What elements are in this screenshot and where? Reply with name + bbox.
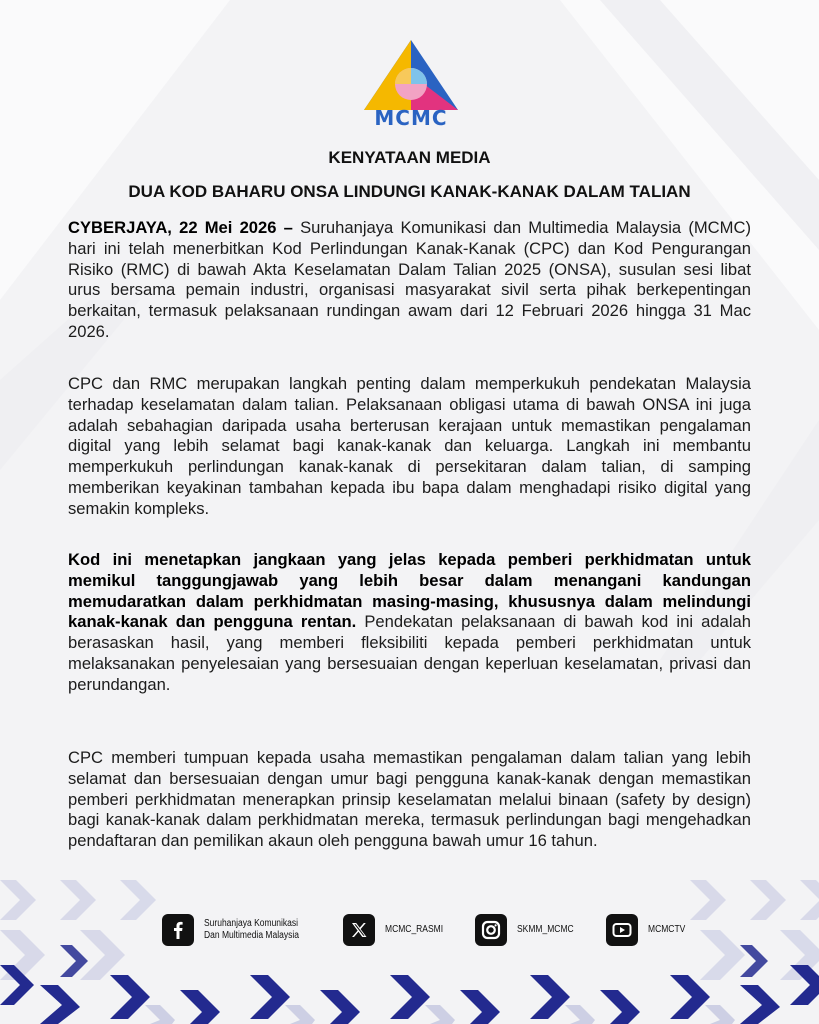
paragraph-2: CPC dan RMC merupakan langkah penting dalam memperkukuh pendekatan Malaysia terhadap keselamatan dalam talian. Pelaksanaan obligasi utama di bawah ONSA ini juga adalah sebahagian daripada usaha berterusan kerajaan untuk memastikan pengalaman digital yang lebih selamat bagi kanak-kanak dan keluarga. Langkah ini membantu memperkukuh perlindungan kanak-kanak di persekitaran dalam talian, di samping memberikan keyakinan tambahan kepada ibu bapa dalam menghadapi risiko digital yang semakin kompleks. [68, 374, 751, 518]
social-instagram[interactable] [475, 910, 584, 950]
paragraph-1 [68, 218, 751, 343]
dateline: CYBERJAYA, 22 Mei 2026 – [68, 218, 293, 237]
paragraph-4: CPC memberi tumpuan kepada usaha memastikan pengalaman dalam talian yang lebih selamat dan bersesuaian dengan umur bagi pengguna kanak-kanak dengan memastikan pemberi perkhidmatan menerapkan prinsip keselamatan melalui binaan (safety by design) bagi kanak-kanak dalam perkhidmatan mereka, termasuk perlindungan bagi mengehadkan pendaftaran dan pemilikan akaun oleh pengguna bawah umur 16 tahun. [68, 748, 751, 851]
social-facebook[interactable] [162, 910, 316, 950]
facebook-label [204, 918, 299, 942]
facebook-label-line1: Suruhanjaya Komunikasi [204, 918, 299, 929]
social-x[interactable] [343, 910, 453, 950]
logo-wordmark: MCMC [374, 106, 448, 130]
youtube-icon [606, 914, 638, 946]
paragraph-3-emphasis: Kod ini menetapkan jangkaan yang jelas kepada pemberi perkhidmatan untuk memikul tanggungjawab yang lebih besar dalam menangani kandungan memudaratkan dalam perkhidmatan masing-masing, khususnya dalam melindungi kanak-kanak dan pengguna rentan. [68, 550, 751, 632]
paragraph-1-body: Suruhanjaya Komunikasi dan Multimedia Malaysia (MCMC) hari ini telah menerbitkan Kod Perlindungan Kanak-Kanak (CPC) dan Kod Pengurangan Risiko (RMC) di bawah Akta Keselamatan Dalam Talian 2025 (ONSA), susulan sesi libat urus bersama pemain industri, organisasi masyarakat sivil serta pihak berkepentingan berkaitan, termasuk pelaksanaan rundingan awam dari 12 Februari 2026 hingga 31 Mac 2026. [68, 218, 751, 341]
facebook-icon [162, 914, 194, 946]
document-subheading: DUA KOD BAHARU ONSA LINDUNGI KANAK-KANAK DALAM TALIAN [128, 182, 691, 201]
document-heading: KENYATAAN MEDIA [328, 148, 491, 167]
paragraph-3-body: Pendekatan pelaksanaan di bawah kod ini adalah berasaskan hasil, yang memberi fleksibiliti kepada pemberi perkhidmatan untuk melaksanakan penyelesaian yang bersesuaian dengan keperluan keselamatan, privasi dan perundangan. [68, 612, 751, 694]
youtube-label: MCMCTV [648, 924, 686, 935]
x-label: MCMC_RASMI [385, 924, 444, 935]
instagram-icon [475, 914, 507, 946]
facebook-label-line2: Dan Multimedia Malaysia [204, 930, 299, 941]
x-icon [343, 914, 375, 946]
instagram-label: SKMM_MCMC [517, 924, 574, 935]
paragraph-3 [68, 550, 751, 696]
social-youtube[interactable] [606, 910, 692, 950]
